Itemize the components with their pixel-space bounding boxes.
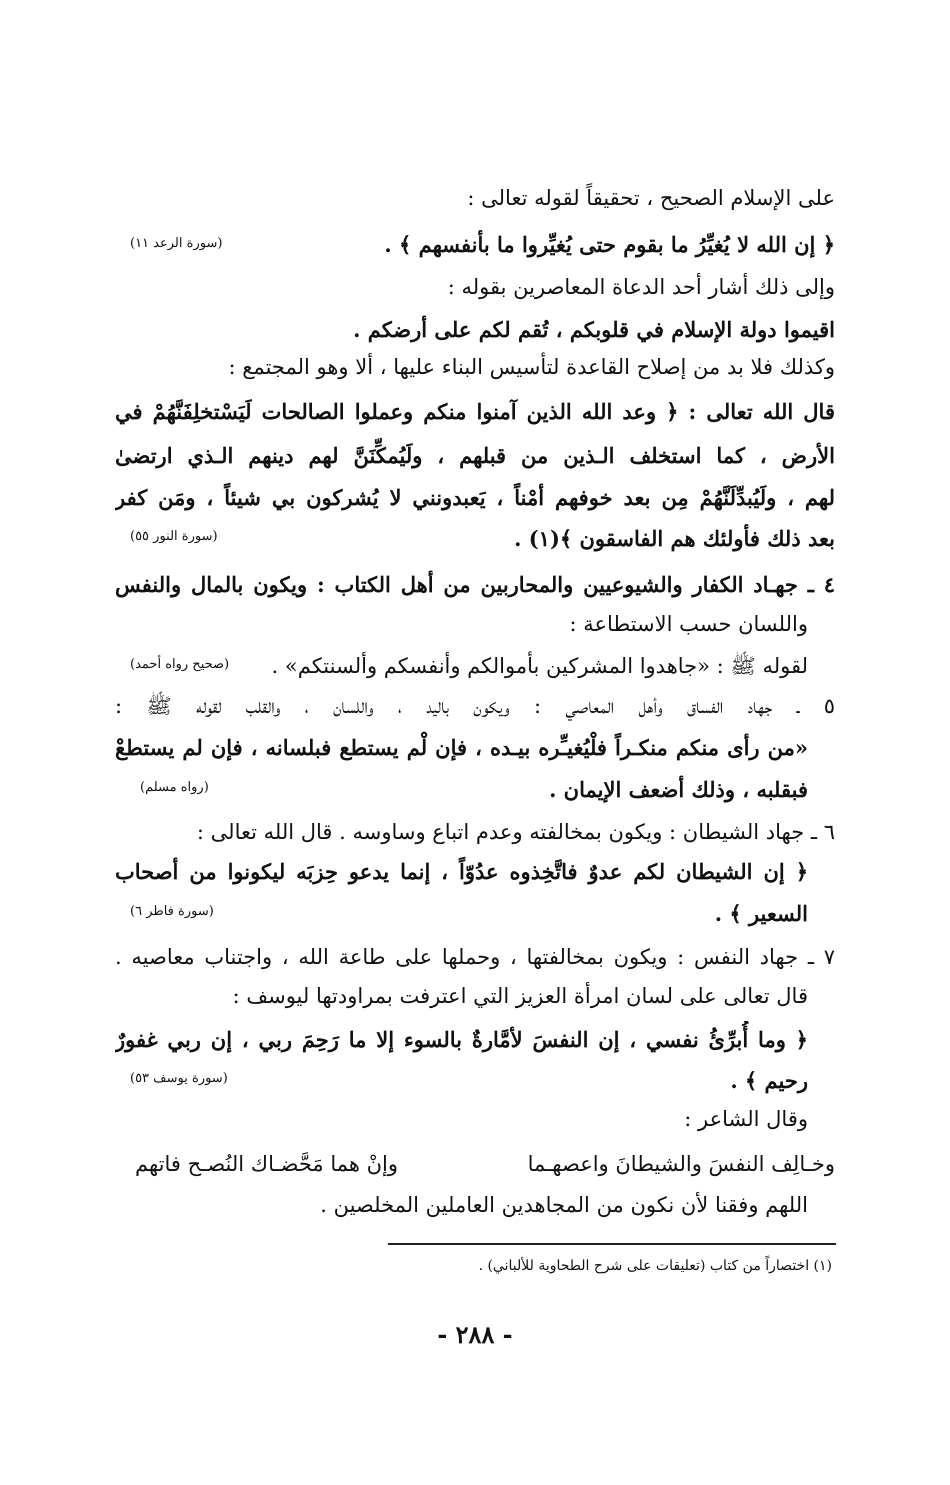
quran-verse-fatir-2: السعير ﴾ . <box>714 901 808 926</box>
quran-verse-yusuf-1: ﴿ وما أُبرِّئُ نفسي ، إن النفسَ لأمَّارةٌ بالسوء إلا ما رَحِمَ ربي ، إن ربي غفورٌ <box>115 1027 808 1052</box>
hadith-line-ahmad: لقوله ﷺ : «جاهدوا المشركين بأموالكم وأنفسكم وألسنتكم» . <box>271 654 808 678</box>
closing-supplication: اللهم وفقنا لأن نكون من المجاهدين العاملين المخلصين . <box>320 1193 808 1217</box>
section-5-heading: ٥ ـ جهاد الفساق وأهل المعاصي : ويكون باليد ، واللسان ، والقلب لقوله ﷺ : <box>115 694 835 718</box>
quote-line: اقيموا دولة الإسلام في قلوبكم ، تُقم لكم على أرضكم . <box>353 317 835 342</box>
text-line-5: وكذلك فلا بد من إصلاح القاعدة لتأسيس البناء عليها ، ألا وهو المجتمع : <box>228 355 835 379</box>
page-number: - ٢٨٨ - <box>437 1320 513 1349</box>
citation-fatir: (سورة فاطر ٦) <box>130 904 214 919</box>
quran-verse-fatir-1: ﴿ إن الشيطان لكم عدوٌ فاتَّخِذوه عدُوّاً ، إنما يدعو حِزبَه ليكونوا من أصحاب <box>115 859 808 884</box>
quran-verse-nour-4: بعد ذلك فأولئك هم الفاسقون ﴾(١) . <box>514 526 835 551</box>
citation-nour: (سورة النور ٥٥) <box>130 529 218 544</box>
quran-verse-nour-1: قال الله تعالى : ﴿ وعد الله الذين آمنوا منكم وعملوا الصالحات لَيَسْتخلِفَنَّهُمْ في <box>115 399 835 424</box>
citation-yusuf: (سورة يوسف ٥٣) <box>130 1071 228 1086</box>
hadith-muslim-1: «من رأى منكم منكـراً فلْيُغيـِّره بيـده ، فإن لْم يستطع فبلسانه ، فإن لم يستطعْ <box>115 735 808 760</box>
poem-first-hemistich: وخـالِف النفسَ والشيطانَ واعصهـما <box>527 1152 835 1176</box>
section-7-heading: ٧ ـ جهاد النفس : ويكون بمخالفتها ، وحملها على طاعة الله ، واجتناب معاصيه . <box>115 945 835 969</box>
quran-verse-nour-2: الأرض ، كما استخلف الـذين من قبلهم ، ولَيُمكِّنَنَّ لهم دينهم الـذي ارتضىٰ <box>115 443 835 468</box>
poet-intro: وقال الشاعر : <box>684 1107 808 1131</box>
hadith-muslim-2: فبقلبه ، وذلك أضعف الإيمان . <box>549 777 808 802</box>
section-6-heading: ٦ ـ جهاد الشيطان : ويكون بمخالفته وعدم اتباع وساوسه . قال الله تعالى : <box>196 820 835 844</box>
quran-verse-nour-3: لهم ، ولَيُبدِّلَنَّهُمْ مِن بعد خوفهم أمْناً ، يَعبدونني لا يُشركون بي شيئاً ، ومَن كفر <box>115 485 835 510</box>
citation-ahmad: (صحيح رواه أحمد) <box>130 657 230 672</box>
citation-raad: (سورة الرعد ١١) <box>130 236 223 251</box>
footnote-divider <box>388 1243 836 1245</box>
text-line-3: وإلى ذلك أشار أحد الدعاة المعاصرين بقوله : <box>447 275 835 299</box>
section-4-continuation: واللسان حسب الاستطاعة : <box>569 612 808 636</box>
quran-verse-yusuf-2: رحيم ﴾ . <box>730 1068 808 1093</box>
text-line-yusuf-intro: قال تعالى على لسان امرأة العزيز التي اعترفت بمراودتها ليوسف : <box>232 984 808 1008</box>
text-line-1: على الإسلام الصحيح ، تحقيقاً لقوله تعالى : <box>467 186 835 210</box>
section-4-heading: ٤ ـ جهـاد الكفار والشيوعيين والمحاربين من أهل الكتاب : ويكون بالمال والنفس <box>115 572 835 597</box>
poem-second-hemistich: وإنْ هما مَحَّضـاك النُصـح فاتهم <box>135 1152 399 1176</box>
quran-verse-raad: ﴿ إن الله لا يُغيِّرُ ما بقوم حتى يُغيِّروا ما بأنفسهم ﴾ . <box>384 232 835 257</box>
footnote: (١) اختصاراً من كتاب (تعليقات على شرح الطحاوية للألباني) . <box>478 1258 832 1274</box>
citation-muslim: (رواه مسلم) <box>140 780 209 795</box>
